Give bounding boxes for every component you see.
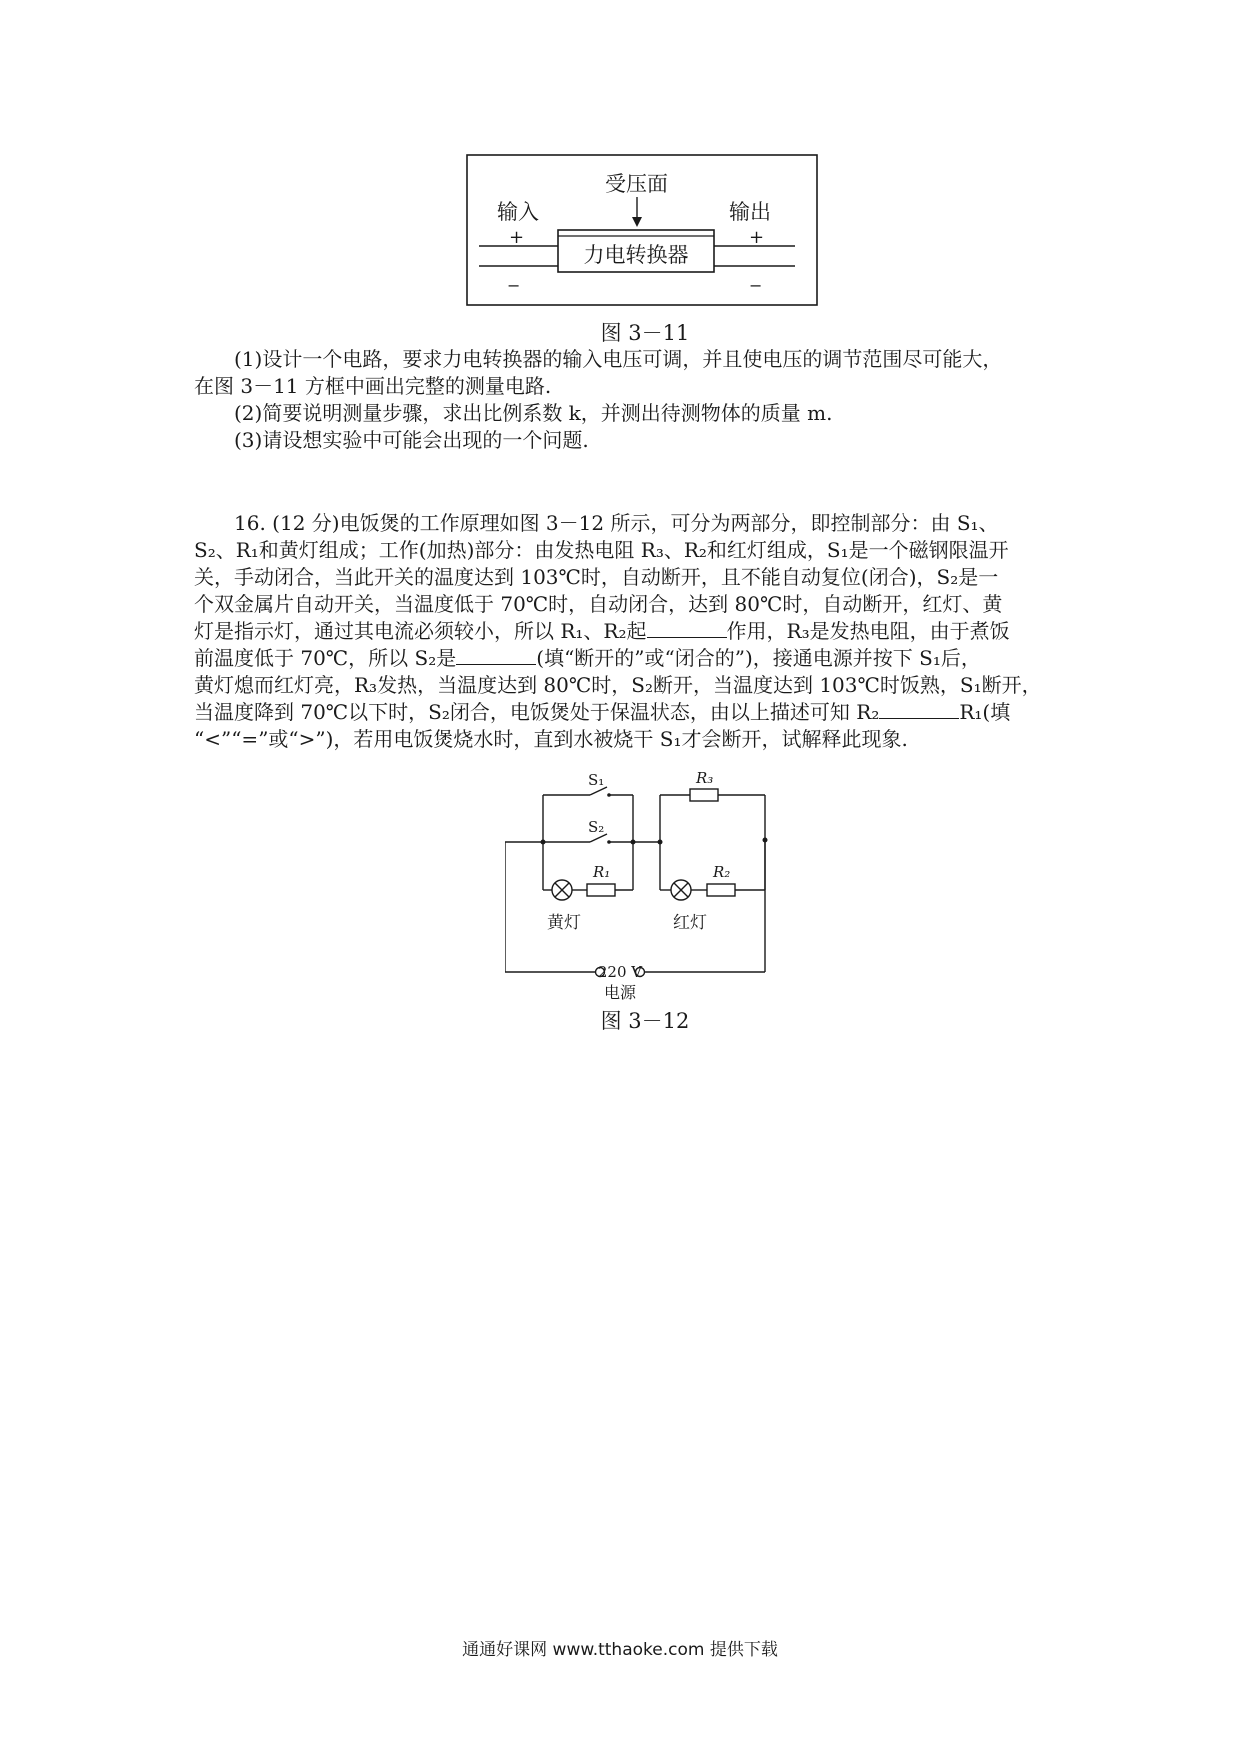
q16-line-9: “<”“=”或“>”)，若用电饭煲烧水时，直到水被烧干 S₁才会断开，试解释此现象. (194, 727, 908, 751)
input-plus: + (509, 227, 525, 248)
output-minus: − (749, 276, 763, 295)
resistor-r3 (690, 789, 718, 801)
q16-line-8 (194, 699, 1054, 726)
yellow-lamp-icon (552, 880, 572, 900)
q16-paragraph (194, 510, 1054, 753)
pressure-surface-label: 受压面 (605, 172, 668, 196)
q16-line-6a: 前温度低于 70℃，所以 S₂是 (194, 646, 457, 670)
resistor-r1 (587, 884, 615, 896)
q15-line-3: (2)简要说明测量步骤，求出比例系数 k，并测出待测物体的质量 m. (234, 401, 833, 425)
q16-line-3: 关，手动闭合，当此开关的温度达到 103℃时，自动断开，且不能自动复位(闭合)，S₂是一 (194, 565, 999, 589)
q15-line-1: (1)设计一个电路，要求力电转换器的输入电压可调，并且使电压的调节范围尽可能大， (234, 347, 1003, 371)
input-label: 输入 (497, 200, 539, 224)
q16-line-2: S₂、R₁和黄灯组成；工作(加热)部分：由发热电阻 R₃、R₂和红灯组成，S₁是一个磁钢限温开 (194, 538, 1009, 562)
q16-line-8b: R₁(填 (959, 700, 1011, 724)
power-source-label: 电源 (603, 983, 637, 1002)
resistor-r2-label: R₂ (713, 863, 731, 881)
junction-dot (541, 840, 546, 845)
junction-dot (658, 840, 663, 845)
switch-s1-label: S₁ (588, 771, 605, 789)
q16-line-6b: (填“断开的”或“闭合的”)，接通电源并按下 S₁后， (536, 646, 981, 670)
figure-3-11 (465, 153, 825, 313)
answer-blank-2 (456, 646, 536, 665)
switch-s2-label: S₂ (588, 818, 605, 836)
junction-dot (763, 838, 768, 843)
switch-contact (607, 793, 611, 797)
resistor-r3-label: R₃ (696, 769, 714, 787)
q15-line-4: (3)请设想实验中可能会出现的一个问题. (234, 428, 589, 452)
answer-blank-1 (647, 619, 727, 638)
output-plus: + (749, 227, 765, 248)
resistor-r2 (707, 884, 735, 896)
resistor-r1-label: R₁ (593, 863, 611, 881)
q15-line-2: 在图 3－11 方框中画出完整的测量电路. (194, 374, 552, 398)
yellow-lamp-label: 黄灯 (547, 913, 581, 933)
output-label: 输出 (729, 200, 771, 224)
converter-label: 力电转换器 (583, 243, 689, 267)
red-lamp-label: 红灯 (673, 913, 707, 933)
figure-3-11-caption: 图 3－11 (600, 321, 690, 345)
input-minus: − (507, 276, 521, 295)
q16-line-5 (194, 618, 1054, 645)
figure-3-12-caption: 图 3－12 (600, 1009, 690, 1033)
q16-line-1: 16. (12 分)电饭煲的工作原理如图 3－12 所示，可分为两部分，即控制部分：由 S₁、 (234, 511, 999, 535)
q16-line-7: 黄灯熄而红灯亮，R₃发热，当温度达到 80℃时，S₂断开，当温度达到 103℃时饭熟，S₁断开， (194, 673, 1042, 697)
q16-line-5b: 作用，R₃是发热电阻，由于煮饭 (726, 619, 1010, 643)
q16-line-8a: 当温度降到 70℃以下时，S₂闭合，电饭煲处于保温状态，由以上描述可知 R₂ (194, 700, 880, 724)
figure-3-12 (505, 765, 785, 1005)
q16-line-6 (194, 645, 1054, 672)
switch-contact (607, 840, 611, 844)
answer-blank-3 (879, 700, 959, 719)
pressure-arrowhead (632, 217, 642, 227)
q16-line-5a: 灯是指示灯，通过其电流必须较小，所以 R₁、R₂起 (194, 619, 647, 643)
junction-dot (631, 840, 636, 845)
page-footer: 通通好课网 www.tthaoke.com 提供下载 (462, 1640, 778, 1660)
red-lamp-icon (671, 880, 691, 900)
voltage-label: 220 V (597, 963, 643, 981)
q16-line-4: 个双金属片自动开关，当温度低于 70℃时，自动闭合，达到 80℃时，自动断开，红灯、黄 (194, 592, 1003, 616)
